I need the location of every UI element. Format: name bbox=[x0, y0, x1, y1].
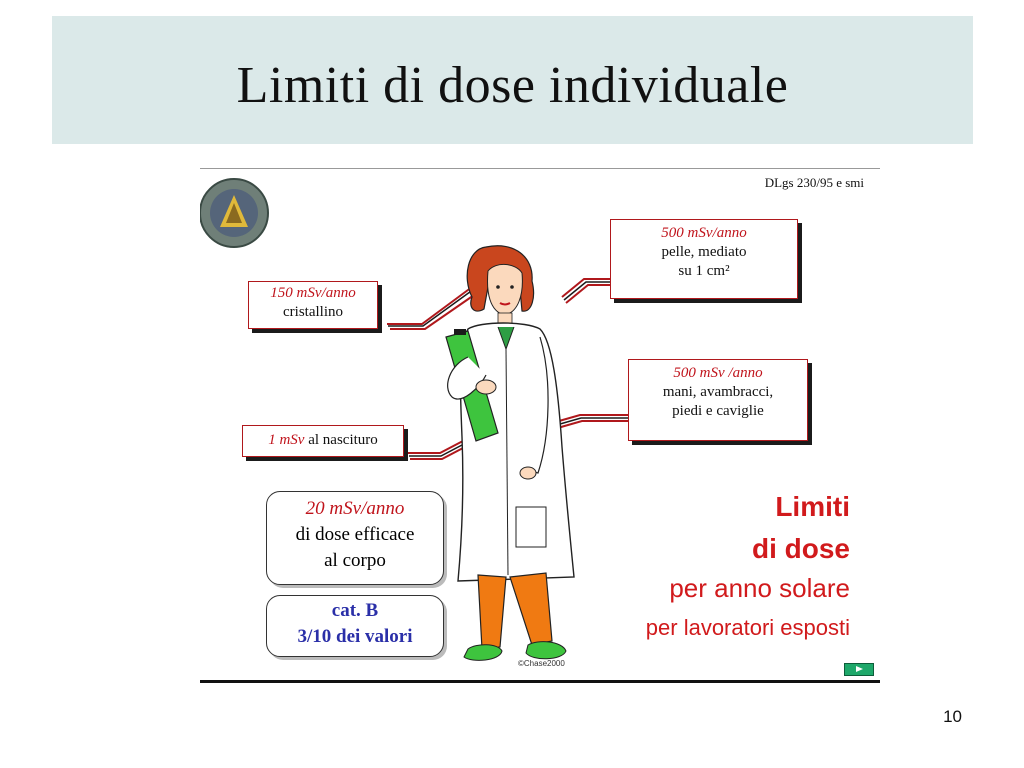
callout-skin bbox=[610, 219, 798, 299]
source-label: DLgs 230/95 e smi bbox=[764, 175, 864, 190]
callout-lens-dose: 150 mSv/anno bbox=[270, 285, 356, 301]
next-arrow-button[interactable] bbox=[844, 663, 874, 676]
callout-skin-line2: su 1 cm² bbox=[678, 263, 730, 279]
page-number: 10 bbox=[943, 707, 962, 726]
category-b-box bbox=[266, 595, 444, 657]
title-band bbox=[52, 16, 973, 144]
effective-dose-value: 20 mSv/anno bbox=[305, 498, 405, 519]
category-b-line2: 3/10 dei valori bbox=[297, 626, 413, 647]
headline-line3: per anno solare bbox=[669, 573, 850, 603]
slide-title: Limiti di dose individuale bbox=[236, 57, 789, 114]
effective-dose-line2: al corpo bbox=[324, 550, 386, 571]
callout-lens bbox=[248, 281, 378, 329]
callout-unborn-dose: 1 mSv bbox=[268, 432, 305, 448]
dose-limits-figure bbox=[200, 168, 880, 683]
headline-line4: per lavoratori esposti bbox=[645, 615, 850, 640]
callout-extremities-dose: 500 mSv /anno bbox=[673, 365, 763, 381]
headline-line2: di dose bbox=[751, 533, 850, 564]
callout-unborn bbox=[242, 425, 404, 457]
callout-extremities-line1: mani, avambracci, bbox=[662, 384, 774, 400]
headline-line1: Limiti bbox=[775, 491, 850, 522]
callout-lens-line1: cristallino bbox=[283, 304, 343, 320]
callout-extremities-line2: piedi e caviglie bbox=[672, 403, 764, 419]
callout-unborn-line1: al nascituro bbox=[308, 432, 378, 448]
callout-extremities bbox=[628, 359, 808, 441]
callout-skin-dose: 500 mSv/anno bbox=[661, 225, 747, 241]
effective-dose-line1: di dose efficace bbox=[295, 524, 415, 545]
effective-dose-box bbox=[266, 491, 444, 585]
woman-illustration bbox=[428, 237, 598, 675]
copyright-label: ©Chase2000 bbox=[518, 659, 565, 668]
callout-skin-line1: pelle, mediato bbox=[661, 244, 747, 260]
category-b-line1: cat. B bbox=[331, 600, 379, 621]
